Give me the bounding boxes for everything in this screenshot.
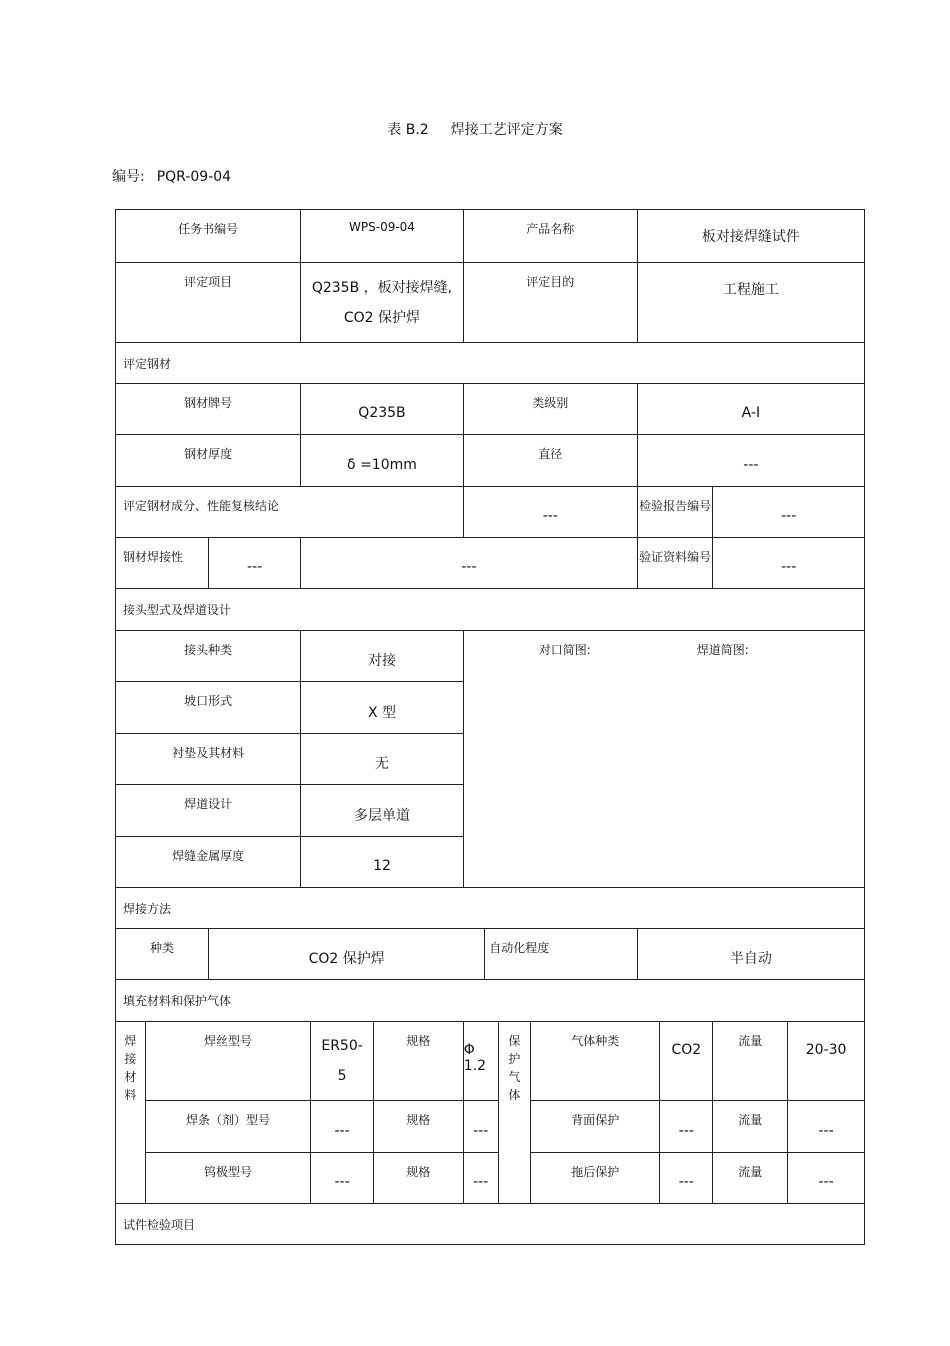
row-tungsten	[116, 1153, 865, 1204]
cell-gas-flow-value: 20-30	[788, 1022, 865, 1101]
cell-pass-label: 焊道设计	[116, 785, 301, 837]
section-steel	[116, 343, 865, 384]
cell-grade-label: 钢材牌号	[116, 384, 301, 435]
pqr-table	[115, 209, 865, 1245]
cell-rod-spec-label: 规格	[373, 1101, 463, 1153]
cell-joint-type-value: 对接	[301, 631, 464, 682]
document-number	[112, 166, 231, 186]
cell-joint-type-label: 接头种类	[116, 631, 301, 682]
cell-backing-value: 无	[301, 734, 464, 785]
cell-review-label: 评定钢材成分、性能复核结论	[116, 487, 464, 538]
cell-weld-thick-label: 焊缝金属厚度	[116, 837, 301, 888]
cell-method-type-value: CO2 保护焊	[209, 929, 485, 980]
cell-back-flow-label: 流量	[713, 1101, 788, 1153]
cell-weld-thick-value: 12	[301, 837, 464, 888]
cell-back-flow-value: ---	[788, 1101, 865, 1153]
row-grade	[116, 384, 865, 435]
cell-item-label: 评定项目	[116, 263, 301, 343]
cell-section-steel: 评定钢材	[116, 343, 865, 384]
cell-class-value: A-Ⅰ	[637, 384, 864, 435]
cell-trail-label: 拖后保护	[531, 1153, 660, 1204]
cell-gas-flow-label: 流量	[713, 1022, 788, 1101]
cell-backing-label: 衬垫及其材料	[116, 734, 301, 785]
cell-back-value: ---	[660, 1101, 713, 1153]
cell-rod-label: 焊条（剂）型号	[145, 1101, 311, 1153]
cell-rod-value: ---	[311, 1101, 373, 1153]
doc-no-value: PQR-09-04	[156, 169, 232, 185]
cell-purpose-value: 工程施工	[637, 263, 864, 343]
item-line-1: Q235B ，板对接焊缝,	[311, 279, 453, 296]
cell-verify-value: ---	[713, 538, 865, 589]
cell-groove-value: X 型	[301, 682, 464, 734]
section-filler	[116, 980, 865, 1022]
item-line-2: CO2 保护焊	[343, 309, 421, 326]
row-item	[116, 263, 865, 343]
cell-task-value: WPS-09-04	[301, 210, 464, 263]
table-number: 表 B.2	[387, 122, 429, 138]
cell-weldability-label: 钢材焊接性	[116, 538, 209, 589]
row-joint-type	[116, 631, 865, 682]
cell-grade-value: Q235B	[301, 384, 464, 435]
cell-purpose-label: 评定目的	[463, 263, 637, 343]
cell-tungsten-label: 钨极型号	[145, 1153, 311, 1204]
row-review	[116, 487, 865, 538]
cell-product-value: 板对接焊缝试件	[637, 210, 864, 263]
row-weldability	[116, 538, 865, 589]
cell-shield-gas-label: 保 护 气 体	[498, 1022, 531, 1204]
row-thickness	[116, 435, 865, 487]
cell-review-value: ---	[463, 487, 637, 538]
cell-groove-label: 坡口形式	[116, 682, 301, 734]
row-task	[116, 210, 865, 263]
section-joint	[116, 589, 865, 631]
doc-no-label: 编号:	[112, 169, 145, 185]
groove-sketch-label: 对口简图:	[538, 643, 591, 657]
cell-verify-label: 验证资料编号	[637, 538, 713, 589]
cell-method-type-label: 种类	[116, 929, 209, 980]
cell-thickness-label: 钢材厚度	[116, 435, 301, 487]
cell-thickness-value: δ =10mm	[301, 435, 464, 487]
cell-task-label: 任务书编号	[116, 210, 301, 263]
cell-section-test: 试件检验项目	[116, 1204, 865, 1245]
cell-wire-label: 焊丝型号	[145, 1022, 311, 1101]
cell-diameter-value: ---	[637, 435, 864, 487]
cell-trail-flow-value: ---	[788, 1153, 865, 1204]
section-test	[116, 1204, 865, 1245]
cell-item-value	[301, 263, 464, 343]
cell-trail-flow-label: 流量	[713, 1153, 788, 1204]
table-name: 焊接工艺评定方案	[450, 122, 563, 138]
row-rod	[116, 1101, 865, 1153]
cell-trail-value: ---	[660, 1153, 713, 1204]
bead-sketch-label: 焊道简图:	[696, 643, 749, 657]
cell-diameter-label: 直径	[463, 435, 637, 487]
document-title	[0, 119, 950, 139]
cell-report-label: 检验报告编号	[637, 487, 713, 538]
cell-section-filler: 填充材料和保护气体	[116, 980, 865, 1022]
cell-tungsten-spec-label: 规格	[373, 1153, 463, 1204]
cell-weld-material-label: 焊 接 材 料	[116, 1022, 146, 1204]
cell-class-label: 类级别	[463, 384, 637, 435]
cell-product-label: 产品名称	[463, 210, 637, 263]
cell-wire-spec-value: Φ 1.2	[463, 1022, 498, 1101]
cell-wire-value: ER50- 5	[311, 1022, 373, 1101]
cell-wire-spec-label: 规格	[373, 1022, 463, 1101]
cell-gas-label: 气体种类	[531, 1022, 660, 1101]
row-method	[116, 929, 865, 980]
cell-weldability-value1: ---	[209, 538, 301, 589]
cell-auto-value: 半自动	[637, 929, 864, 980]
cell-section-method: 焊接方法	[116, 888, 865, 929]
cell-tungsten-value: ---	[311, 1153, 373, 1204]
cell-report-value: ---	[713, 487, 865, 538]
cell-auto-label: 自动化程度	[485, 929, 637, 980]
row-wire	[116, 1022, 865, 1101]
cell-back-label: 背面保护	[531, 1101, 660, 1153]
section-method	[116, 888, 865, 929]
cell-sketch-area	[463, 631, 864, 888]
cell-tungsten-spec-value: ---	[463, 1153, 498, 1204]
cell-rod-spec-value: ---	[463, 1101, 498, 1153]
cell-section-joint: 接头型式及焊道设计	[116, 589, 865, 631]
cell-pass-value: 多层单道	[301, 785, 464, 837]
cell-gas-value: CO2	[660, 1022, 713, 1101]
cell-weldability-value2: ---	[301, 538, 638, 589]
